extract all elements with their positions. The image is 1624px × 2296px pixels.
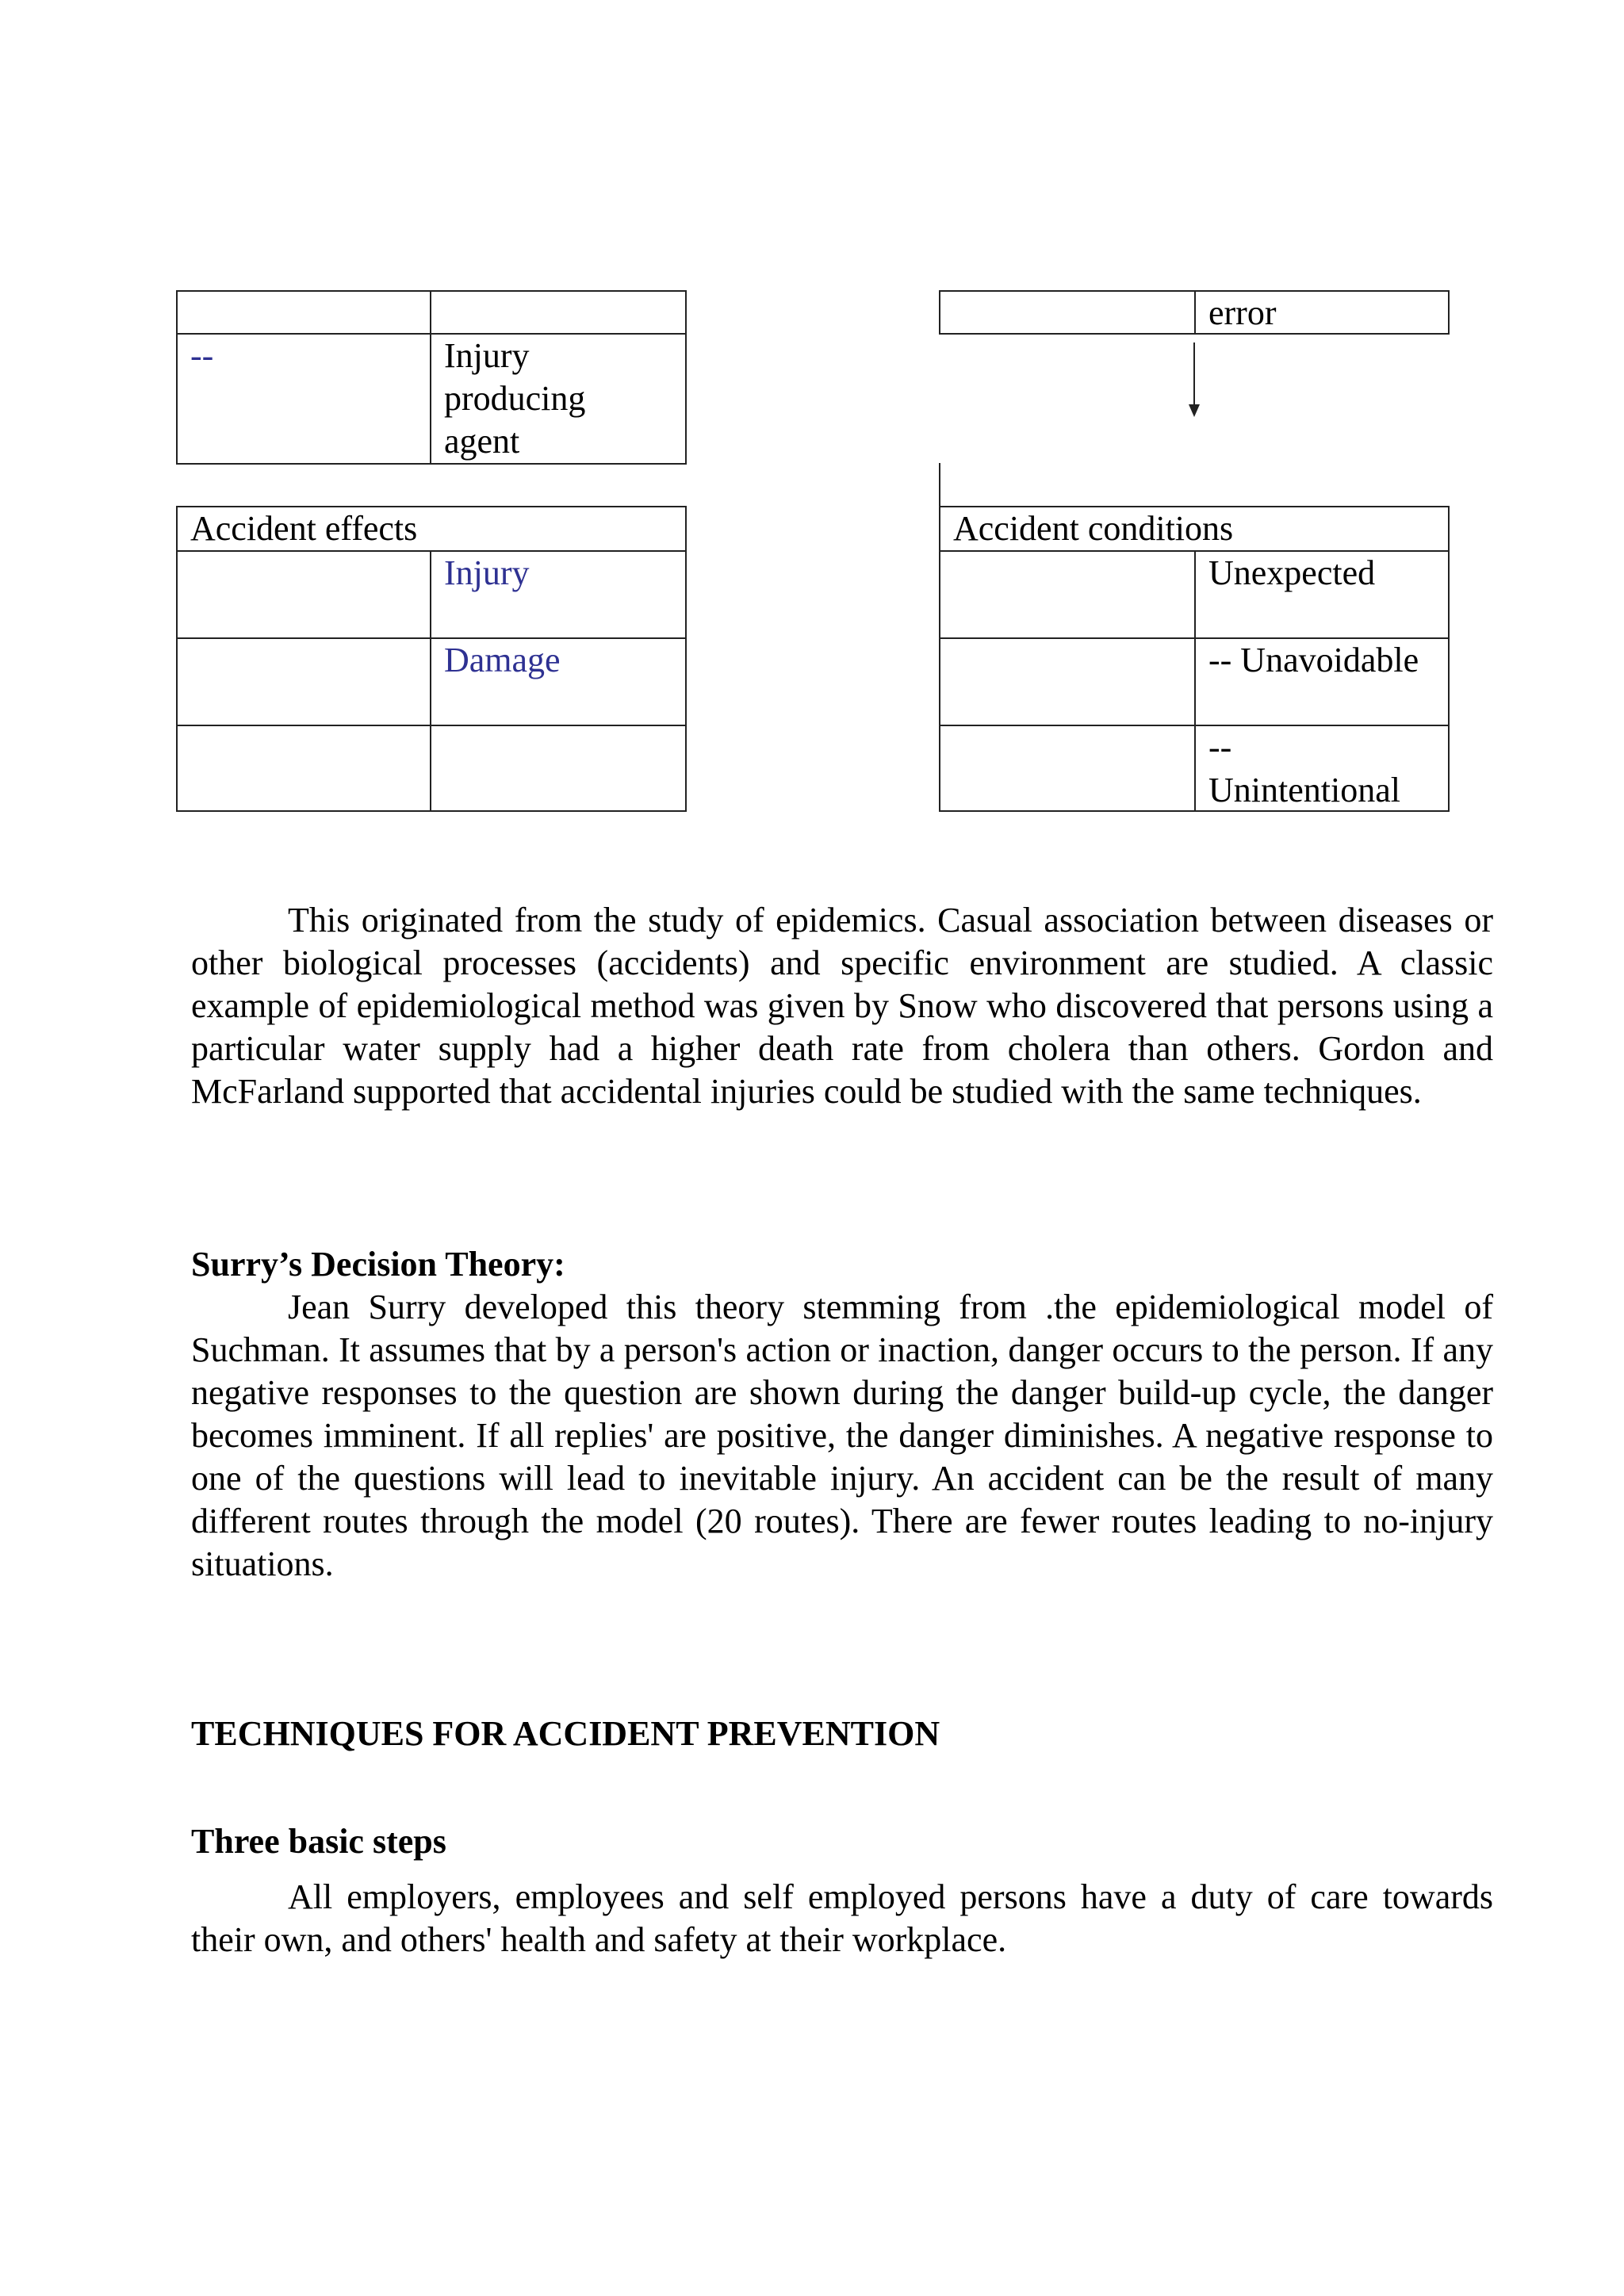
effects-row2-left <box>176 637 431 726</box>
down-arrow-icon <box>1186 342 1202 419</box>
effects-row3-right <box>430 725 687 812</box>
top-left-row1-left <box>176 290 431 335</box>
top-left-row1-right <box>430 290 687 335</box>
condition-unavoidable: -- Unavoidable <box>1194 637 1450 726</box>
condition-unintentional: -- Unintentional <box>1194 725 1450 812</box>
effect-damage: Damage <box>430 637 687 726</box>
accident-effects-header: Accident effects <box>176 506 687 552</box>
top-right-row1-left <box>939 290 1196 335</box>
conditions-row3-left <box>939 725 1196 812</box>
effect-injury: Injury <box>430 550 687 639</box>
condition-unexpected: Unexpected <box>1194 550 1450 639</box>
techniques-heading: TECHNIQUES FOR ACCIDENT PREVENTION <box>191 1714 940 1753</box>
connector-line <box>939 463 940 506</box>
surry-paragraph: Jean Surry developed this theory stemming from .the epidemiological model of Suchman. It assumes that by a person's action or inaction, danger occurs to the person. If any negative responses to the question are shown during the danger build-up cycle, the danger becomes imminent. If all replies' are positive, the danger diminishes. A negative response to one of the questions will lead to inevitable injury. An accident can be the result of many different routes through the model (20 routes). There are fewer routes leading to no-injury situations. <box>191 1288 1493 1583</box>
top-left-row2-left: -- <box>176 333 431 465</box>
conditions-row2-left <box>939 637 1196 726</box>
conditions-row1-left <box>939 550 1196 639</box>
injury-producing-agent-box: Injury producing agent <box>430 333 687 465</box>
accident-conditions-header: Accident conditions <box>939 506 1450 552</box>
effects-row1-left <box>176 550 431 639</box>
three-basic-steps-subheading: Three basic steps <box>191 1822 446 1861</box>
techniques-paragraph: All employers, employees and self employed persons have a duty of care towards their own, and others' health and safety at their workplace. <box>191 1877 1493 1959</box>
effects-row3-left <box>176 725 431 812</box>
surry-heading: Surry’s Decision Theory: <box>191 1245 565 1284</box>
error-box: error <box>1194 290 1450 335</box>
epidemiology-paragraph: This originated from the study of epidemics. Casual association between diseases or other biological processes (accidents) and specific environment are studied. A classic example of epidemiological method was given by Snow who discovered that persons using a particular water supply had a higher death rate from cholera than others. Gordon and McFarland supported that accidental injuries could be studied with the same techniques. <box>191 901 1493 1111</box>
